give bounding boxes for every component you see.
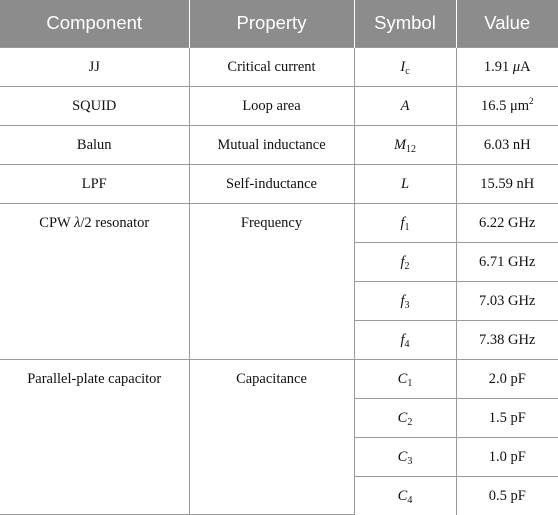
value-cell: 7.03 GHz [456,281,558,320]
symbol-letter: L [400,175,410,192]
symbol-cell [354,242,456,281]
value-number: 1.91 [483,58,513,75]
symbol-letter: f [400,253,405,270]
symbol-subscript: 3 [404,299,410,311]
property-cell: Mutual inductance [189,125,354,164]
symbol-cell [354,359,456,398]
symbol-letter: M [393,136,407,153]
table-row [0,47,558,86]
symbol-subscript: c [405,65,410,77]
component-cell [0,203,189,359]
symbol-cell [354,398,456,437]
property-cell: Frequency [189,203,354,359]
value-cell: 15.59 nH [456,164,558,203]
component-cell: Balun [0,125,189,164]
table-row [0,125,558,164]
symbol-cell [354,125,456,164]
symbol-subscript: 1 [404,221,410,233]
value-cell: 6.71 GHz [456,242,558,281]
lambda-symbol: λ [74,214,81,231]
component-cell: SQUID [0,86,189,125]
property-cell: Self-inductance [189,164,354,203]
value-cell: 2.0 pF [456,359,558,398]
symbol-subscript: 2 [407,416,413,428]
header-row [0,0,558,47]
value-cell: 1.0 pF [456,437,558,476]
table-row [0,86,558,125]
value-unit: A [520,58,531,75]
symbol-letter: C [397,409,408,426]
header-value: Value [456,0,558,47]
component-cell: LPF [0,164,189,203]
symbol-cell [354,86,456,125]
symbol-letter: I [400,58,406,75]
symbol-subscript: 1 [407,377,413,389]
component-cell: JJ [0,47,189,86]
symbol-subscript: 4 [407,494,413,506]
header-component: Component [0,0,189,47]
symbol-subscript: 4 [404,338,410,350]
symbol-cell [354,47,456,86]
symbol-letter: f [400,292,405,309]
value-unit-prefix: μ [512,58,521,75]
symbol-letter: C [397,487,408,504]
symbol-cell [354,164,456,203]
symbol-subscript: 12 [406,143,417,155]
symbol-letter: A [400,97,410,114]
value-cell: 6.22 GHz [456,203,558,242]
value-cell: 7.38 GHz [456,320,558,359]
component-text: CPW [39,214,75,231]
symbol-subscript: 3 [407,455,413,467]
component-text: /2 resonator [80,214,150,231]
component-cell: Parallel-plate capacitor [0,359,189,515]
value-cell: 1.5 pF [456,398,558,437]
value-cell: 0.5 pF [456,476,558,515]
symbol-cell [354,476,456,515]
symbol-cell [354,281,456,320]
property-cell: Capacitance [189,359,354,515]
symbol-cell [354,320,456,359]
value-cell [456,47,558,86]
table-row [0,164,558,203]
table-row [0,359,558,398]
value-text: 16.5 μm [480,97,530,114]
table-row [0,203,558,242]
symbol-letter: f [400,331,405,348]
symbol-letter: C [397,448,408,465]
property-cell: Loop area [189,86,354,125]
header-property: Property [189,0,354,47]
symbol-letter: f [400,214,405,231]
symbol-letter: C [397,370,408,387]
value-superscript: 2 [529,95,534,106]
symbol-cell [354,203,456,242]
header-symbol: Symbol [354,0,456,47]
value-cell [456,86,558,125]
symbol-cell [354,437,456,476]
symbol-subscript: 2 [404,260,410,272]
value-cell: 6.03 nH [456,125,558,164]
property-cell: Critical current [189,47,354,86]
